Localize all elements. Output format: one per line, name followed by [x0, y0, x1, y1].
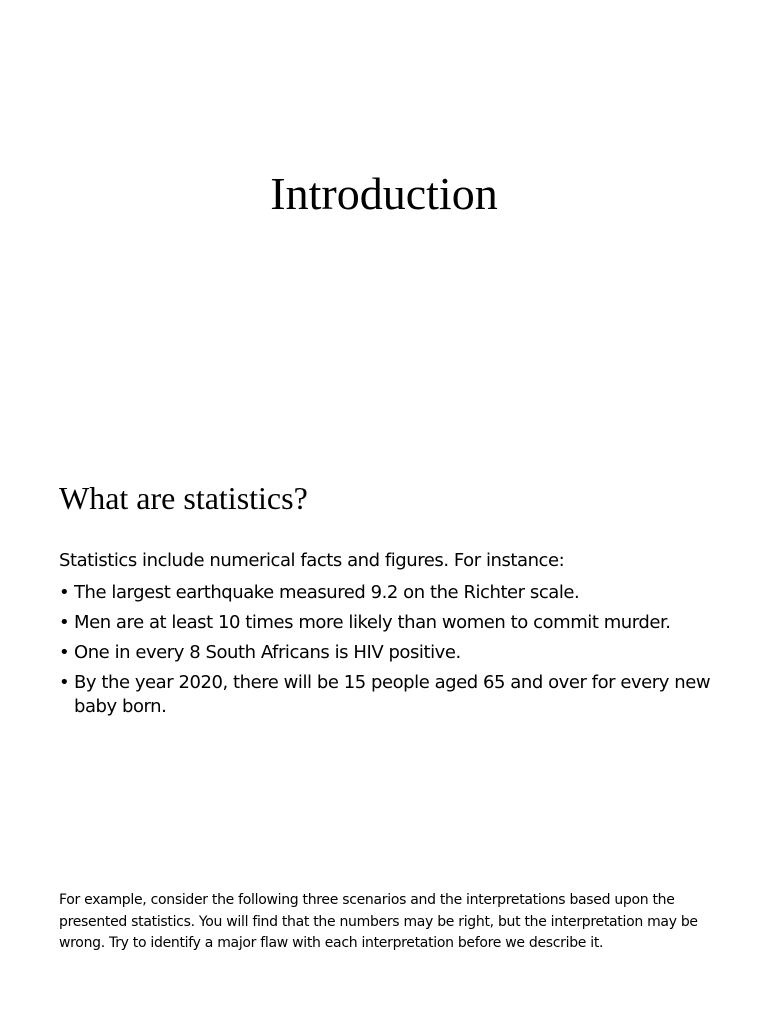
bullet-icon: •: [59, 612, 70, 633]
list-item-text: Men are at least 10 times more likely than women to commit murder.: [74, 612, 671, 633]
bullet-icon: •: [59, 582, 70, 603]
page-title: Introduction: [270, 168, 498, 219]
section-body: [59, 548, 749, 725]
footer-note: For example, consider the following three scenarios and the interpretations based upon the presented statistics. You will find that the numbers may be right, but the interpretation may be wrong. Try to identify a major flaw with each interpretation before we describe it.: [59, 892, 698, 951]
list-item: [59, 581, 749, 605]
list-item: [59, 611, 749, 635]
list-item-text: The largest earthquake measured 9.2 on the Richter scale.: [74, 582, 580, 603]
bullet-list: [59, 581, 749, 719]
section-heading: What are statistics?: [59, 480, 308, 516]
bullet-icon: •: [59, 642, 70, 663]
list-item-text: One in every 8 South Africans is HIV positive.: [74, 642, 461, 663]
list-item: [59, 641, 749, 665]
bullet-icon: •: [59, 672, 70, 693]
intro-text: Statistics include numerical facts and figures. For instance:: [59, 550, 565, 571]
list-item: [59, 671, 749, 719]
list-item-text: By the year 2020, there will be 15 people aged 65 and over for every new baby born.: [74, 672, 711, 717]
